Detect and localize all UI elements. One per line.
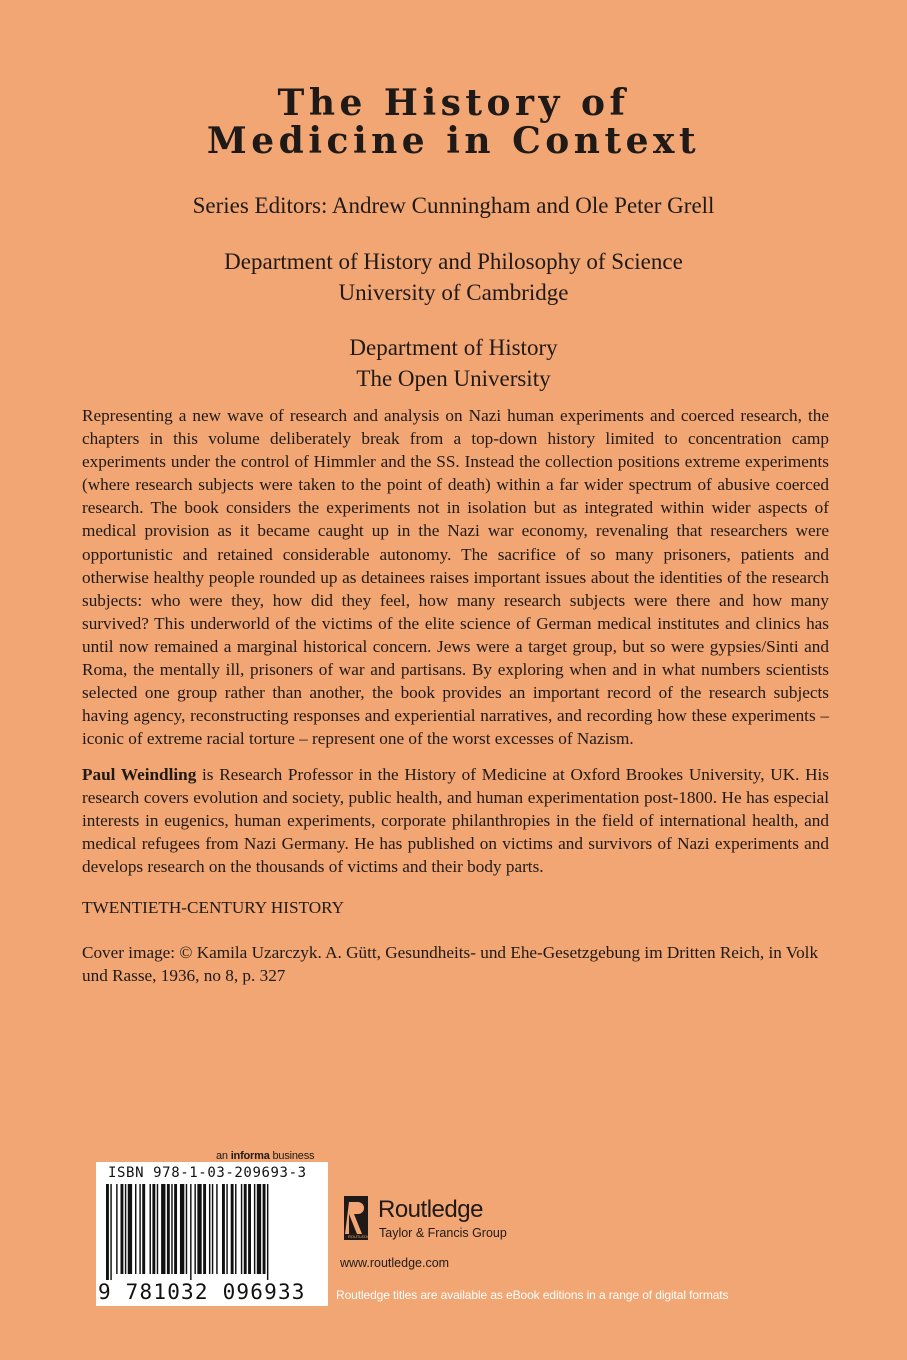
barcode-bar bbox=[209, 1184, 210, 1274]
informa-prefix: an bbox=[216, 1150, 231, 1162]
affiliation-cambridge-univ: University of Cambridge bbox=[338, 280, 569, 305]
barcode-bar bbox=[110, 1184, 111, 1280]
barcode-bar bbox=[161, 1184, 165, 1274]
ebook-availability-note: Routledge titles are available as eBook editions in a range of digital formats bbox=[336, 1288, 729, 1302]
barcode-bar bbox=[203, 1184, 206, 1274]
barcode-bar bbox=[194, 1184, 195, 1274]
barcode-bar bbox=[226, 1184, 227, 1274]
barcode-bar bbox=[180, 1184, 184, 1274]
affiliation-cambridge bbox=[0, 246, 907, 308]
barcode-bar bbox=[150, 1184, 151, 1274]
affiliation-ou-univ: The Open University bbox=[356, 366, 551, 391]
series-title-line2: Medicine in Context bbox=[206, 120, 701, 162]
affiliation-open-university bbox=[0, 332, 907, 394]
barcode-bar bbox=[267, 1184, 268, 1280]
informa-brand: informa bbox=[230, 1150, 270, 1162]
barcode-bars bbox=[106, 1184, 318, 1280]
publisher-url[interactable]: www.routledge.com bbox=[340, 1256, 450, 1270]
barcode-bar bbox=[174, 1184, 177, 1274]
barcode-bar bbox=[235, 1184, 236, 1274]
barcode-bar bbox=[197, 1184, 201, 1274]
barcode-bar bbox=[257, 1184, 261, 1274]
routledge-logo-icon bbox=[344, 1196, 373, 1240]
barcode-bar bbox=[139, 1184, 140, 1274]
affiliation-cambridge-dept: Department of History and Philosophy of Science bbox=[224, 249, 683, 274]
publisher-name: Routledge bbox=[378, 1196, 483, 1223]
author-bio-text: is Research Professor in the History of Medicine at Oxford Brookes University, UK. His research covers evolution and society, public health, and human experimentation post-1800. He has especial interests in eugenics, human experiments, corporate philanthropies in the field of international health, and medical refugees from Nazi Germany. He has published on victims and survivors of Nazi experiments and develops research on the thousands of victims and their body parts. bbox=[82, 765, 829, 877]
publisher-group: Taylor & Francis Group bbox=[379, 1226, 507, 1240]
barcode-bar bbox=[222, 1184, 225, 1274]
barcode-bar bbox=[128, 1184, 132, 1274]
barcode-bar bbox=[186, 1184, 187, 1274]
barcode-bar bbox=[116, 1184, 117, 1274]
barcode-bar bbox=[106, 1184, 109, 1280]
barcode-bar bbox=[135, 1184, 136, 1274]
affiliation-ou-dept: Department of History bbox=[349, 335, 558, 360]
barcode-bar bbox=[142, 1184, 145, 1274]
series-title-line1: The History of bbox=[277, 82, 630, 124]
barcode-bar bbox=[263, 1184, 266, 1274]
series-title bbox=[0, 84, 907, 160]
book-blurb: Representing a new wave of research and analysis on Nazi human experiments and coerced research, the chapters in this volume deliberately break from a top-down history limited to concentration camp experiments under the control of Himmler and the SS. Instead the collection positions extreme experiments (where research subjects were taken to the point of death) within a far wider spectrum of abusive coerced research. The book considers the experiments not in isolation but as integrated within wider aspects of medical provision as it became caught up in the Nazi war economy, revenaling that researchers were opportunistic and retained considerable autonomy. The sacrifice of so many prisoners, patients and otherwise healthy people rounded up as detainees raises important issues about the identities of the research subjects: who were they, how did they feel, how many research subjects were there and how many survived? This underworld of the victims of the elite science of German medical institutes and clinics has until now remained a marginal historical concern. Jews were a target group, but so were gypsies/Sinti and Roma, the mentally ill, prisoners of war and partisans. By exploring when and in what numbers scientists selected one group rather than another, the book provides an important record of the research subjects having agency, reconstructing responses and experiential narratives, and recording how these experiments – iconic of extreme racial torture – represent one of the worst excesses of Nazism. bbox=[82, 406, 829, 749]
barcode-bar bbox=[121, 1184, 124, 1274]
informa-suffix: business bbox=[269, 1150, 315, 1162]
subject-category: TWENTIETH-CENTURY HISTORY bbox=[82, 898, 345, 917]
logo-text: ROUTLEDGE bbox=[348, 1234, 373, 1239]
barcode-bar bbox=[152, 1184, 155, 1274]
barcode-bar bbox=[157, 1184, 158, 1274]
barcode-bar bbox=[216, 1184, 217, 1274]
informa-business-tag bbox=[216, 1150, 314, 1162]
barcode-bar bbox=[244, 1184, 247, 1274]
barcode-bar bbox=[248, 1184, 251, 1274]
isbn-label: ISBN 978-1-03-209693-3 bbox=[108, 1165, 307, 1181]
series-editors: Series Editors: Andrew Cunningham and Ole Peter Grell bbox=[192, 193, 715, 218]
cover-image-credit: Cover image: © Kamila Uzarczyk. A. Gütt, Gesundheits- und Ehe-Gesetzgebung im Dritten Reich, in Volk und Rasse, 1936, no 8, p. 327 bbox=[82, 943, 819, 986]
barcode-bar bbox=[212, 1184, 213, 1274]
barcode-bar bbox=[241, 1184, 242, 1274]
isbn-digits: 9 781032 096933 bbox=[98, 1280, 306, 1304]
barcode-bar bbox=[125, 1184, 126, 1274]
barcode-bar bbox=[254, 1184, 255, 1274]
author-name: Paul Weindling bbox=[82, 765, 197, 784]
barcode-bar bbox=[231, 1184, 234, 1274]
barcode-bar bbox=[171, 1184, 172, 1274]
isbn-barcode bbox=[96, 1162, 328, 1306]
barcode-bar bbox=[190, 1184, 191, 1280]
author-bio bbox=[82, 763, 829, 878]
barcode-bar bbox=[167, 1184, 170, 1274]
